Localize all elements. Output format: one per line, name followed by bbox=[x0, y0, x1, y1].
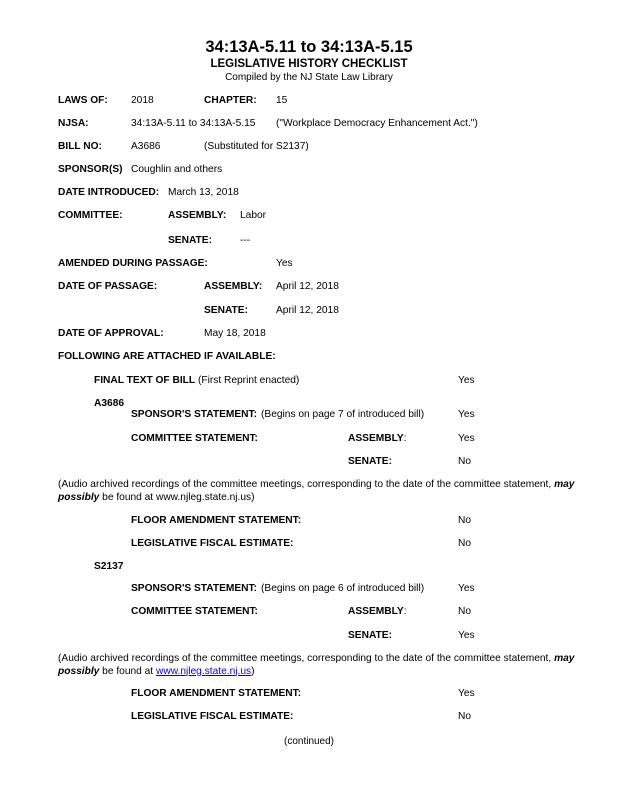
a3686-assembly-value: Yes bbox=[458, 433, 475, 444]
a3686-fiscal-estimate-value: No bbox=[458, 538, 472, 549]
a3686-senate-label: SENATE: bbox=[348, 456, 392, 467]
a3686-sponsor-statement-note: (Begins on page 7 of introduced bill) bbox=[261, 409, 425, 420]
page-title: 34:13A-5.11 to 34:13A-5.15 bbox=[205, 38, 413, 56]
s2137-audio-note bbox=[58, 653, 603, 678]
compiled-by: Compiled by the NJ State Law Library bbox=[225, 72, 393, 83]
continued-note: (continued) bbox=[283, 736, 335, 747]
date-introduced-label: DATE INTRODUCED: bbox=[58, 187, 160, 198]
s2137-fiscal-estimate-label: LEGISLATIVE FISCAL ESTIMATE: bbox=[131, 711, 294, 722]
a3686-senate-value: No bbox=[458, 456, 472, 467]
approval-value: May 18, 2018 bbox=[204, 328, 266, 339]
a3686-fiscal-estimate-label: LEGISLATIVE FISCAL ESTIMATE: bbox=[131, 538, 294, 549]
s2137-floor-amendment-value: Yes bbox=[458, 688, 475, 699]
bill-no-value: A3686 bbox=[131, 141, 161, 152]
laws-of-label: LAWS OF: bbox=[58, 95, 108, 106]
s2137-assembly-value: No bbox=[458, 606, 472, 617]
committee-assembly-value: Labor bbox=[240, 210, 267, 221]
bill-no-label: BILL NO: bbox=[58, 141, 102, 152]
final-text-row bbox=[94, 375, 299, 387]
amended-label: AMENDED DURING PASSAGE: bbox=[58, 258, 208, 269]
chapter-value: 15 bbox=[276, 95, 288, 106]
passage-assembly-value: April 12, 2018 bbox=[276, 281, 339, 292]
s2137-sponsor-statement-value: Yes bbox=[458, 583, 475, 594]
committee-label: COMMITTEE: bbox=[58, 210, 123, 221]
njsa-value: 34:13A-5.11 to 34:13A-5.15 bbox=[131, 118, 256, 129]
s2137-senate-label: SENATE: bbox=[348, 630, 392, 641]
s2137-assembly-row bbox=[348, 606, 407, 618]
a3686-floor-amendment-label: FLOOR AMENDMENT STATEMENT: bbox=[131, 515, 302, 526]
a3686-assembly-colon: : bbox=[403, 433, 407, 444]
passage-label: DATE OF PASSAGE: bbox=[58, 281, 158, 292]
a3686-assembly-label: ASSEMBLY bbox=[348, 433, 404, 444]
approval-label: DATE OF APPROVAL: bbox=[58, 328, 164, 339]
s2137-committee-statement-label: COMMITTEE STATEMENT: bbox=[131, 606, 258, 617]
s2137-fiscal-estimate-value: No bbox=[458, 711, 472, 722]
s2137-sponsor-statement-note: (Begins on page 6 of introduced bill) bbox=[261, 583, 425, 594]
a3686-audio-note-emphasis: may possibly bbox=[58, 479, 575, 503]
a3686-sponsor-statement-label: SPONSOR'S STATEMENT: bbox=[131, 409, 257, 420]
a3686-sponsor-statement-value: Yes bbox=[458, 409, 475, 420]
s2137-audio-note-middle: be found at bbox=[99, 665, 156, 677]
attached-heading: FOLLOWING ARE ATTACHED IF AVAILABLE: bbox=[58, 351, 276, 362]
amended-value: Yes bbox=[276, 258, 293, 269]
njleg-link[interactable]: www.njleg.state.nj.us bbox=[155, 665, 252, 677]
passage-assembly-label: ASSEMBLY: bbox=[204, 281, 263, 292]
s2137-sponsor-statement-label: SPONSOR'S STATEMENT: bbox=[131, 583, 257, 594]
chapter-label: CHAPTER: bbox=[204, 95, 257, 106]
sponsor-value: Coughlin and others bbox=[131, 164, 223, 175]
s2137-audio-note-emphasis: may possibly bbox=[58, 653, 575, 677]
a3686-floor-amendment-value: No bbox=[458, 515, 472, 526]
s2137-audio-note-prefix: (Audio archived recordings of the committee meetings, corresponding to the date of the committee statement, bbox=[58, 653, 555, 664]
a3686-assembly-row bbox=[348, 433, 407, 445]
final-text-label: FINAL TEXT OF BILL bbox=[94, 375, 196, 386]
page-subtitle: LEGISLATIVE HISTORY CHECKLIST bbox=[210, 58, 408, 70]
a3686-audio-note bbox=[58, 479, 603, 504]
s2137-assembly-label: ASSEMBLY bbox=[348, 606, 404, 617]
bill-no-note: (Substituted for S2137) bbox=[204, 141, 309, 152]
final-text-note: (First Reprint enacted) bbox=[195, 375, 300, 386]
passage-senate-label: SENATE: bbox=[204, 305, 248, 316]
passage-senate-value: April 12, 2018 bbox=[276, 305, 339, 316]
a3686-committee-statement-label: COMMITTEE STATEMENT: bbox=[131, 433, 258, 444]
sponsor-label: SPONSOR(S) bbox=[58, 164, 123, 175]
date-introduced-value: March 13, 2018 bbox=[168, 187, 239, 198]
committee-assembly-label: ASSEMBLY: bbox=[168, 210, 227, 221]
committee-senate-value: --- bbox=[240, 235, 251, 246]
committee-senate-label: SENATE: bbox=[168, 235, 212, 246]
laws-of-value: 2018 bbox=[131, 95, 154, 106]
s2137-assembly-colon: : bbox=[403, 606, 407, 617]
a3686-bill-heading: A3686 bbox=[94, 398, 125, 409]
s2137-bill-heading: S2137 bbox=[94, 561, 124, 572]
a3686-audio-note-prefix: (Audio archived recordings of the committee meetings, corresponding to the date of the committee statement, bbox=[58, 479, 555, 490]
a3686-audio-note-suffix: be found at www.njleg.state.nj.us) bbox=[99, 491, 255, 503]
s2137-senate-value: Yes bbox=[458, 630, 475, 641]
s2137-audio-note-suffix: ) bbox=[251, 665, 255, 677]
njsa-title: ("Workplace Democracy Enhancement Act.") bbox=[276, 118, 478, 129]
s2137-floor-amendment-label: FLOOR AMENDMENT STATEMENT: bbox=[131, 688, 302, 699]
njsa-label: NJSA: bbox=[58, 118, 89, 129]
final-text-value: Yes bbox=[458, 375, 475, 386]
